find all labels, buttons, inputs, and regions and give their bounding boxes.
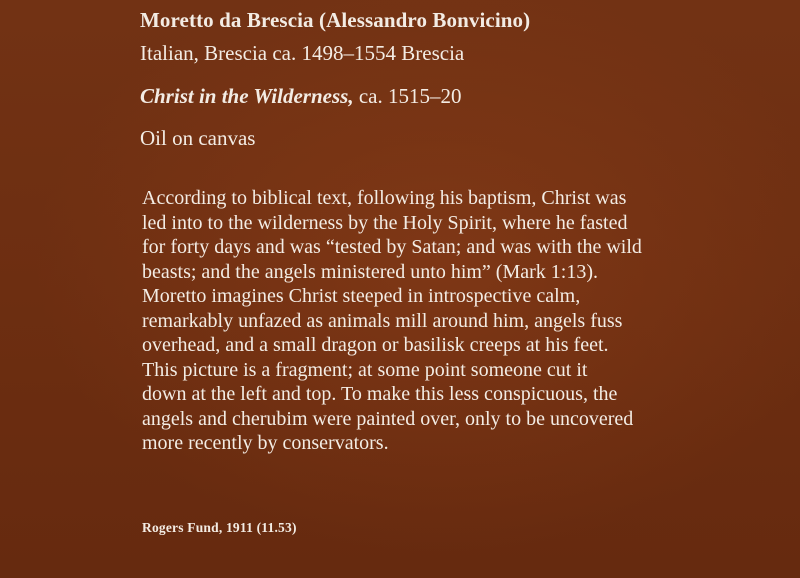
credit-line: Rogers Fund, 1911 (11.53) [142,520,297,535]
description-line: down at the left and top. To make this less conspicuous, the [142,383,618,405]
artwork-description [142,186,782,456]
artist-name: Moretto da Brescia (Alessandro Bonvicino) [140,8,531,32]
description-line: more recently by conservators. [142,432,389,454]
description-line: overhead, and a small dragon or basilisk creeps at his feet. [142,334,609,356]
description-line: Moretto imagines Christ steeped in introspective calm, [142,285,581,307]
description-line: led into to the wilderness by the Holy Spirit, where he fasted [142,211,628,234]
description-line: angels and cherubim were painted over, only to be uncovered [142,407,634,430]
description-line: remarkably unfazed as animals mill around him, angels fuss [142,309,623,332]
artist-nationality: Italian, Brescia ca. 1498–1554 Brescia [140,41,465,65]
artwork-title-line [140,84,461,109]
description-line: for forty days and was “tested by Satan; and was with the wild [142,236,642,258]
artwork-date: ca. 1515–20 [353,84,462,108]
description-line: This picture is a fragment; at some point someone cut it [142,358,588,381]
description-line: According to biblical text, following his baptism, Christ was [142,187,627,209]
description-line: beasts; and the angels ministered unto him” (Mark 1:13). [142,260,599,283]
artwork-title: Christ in the Wilderness, [140,84,354,108]
artwork-medium: Oil on canvas [140,126,256,150]
